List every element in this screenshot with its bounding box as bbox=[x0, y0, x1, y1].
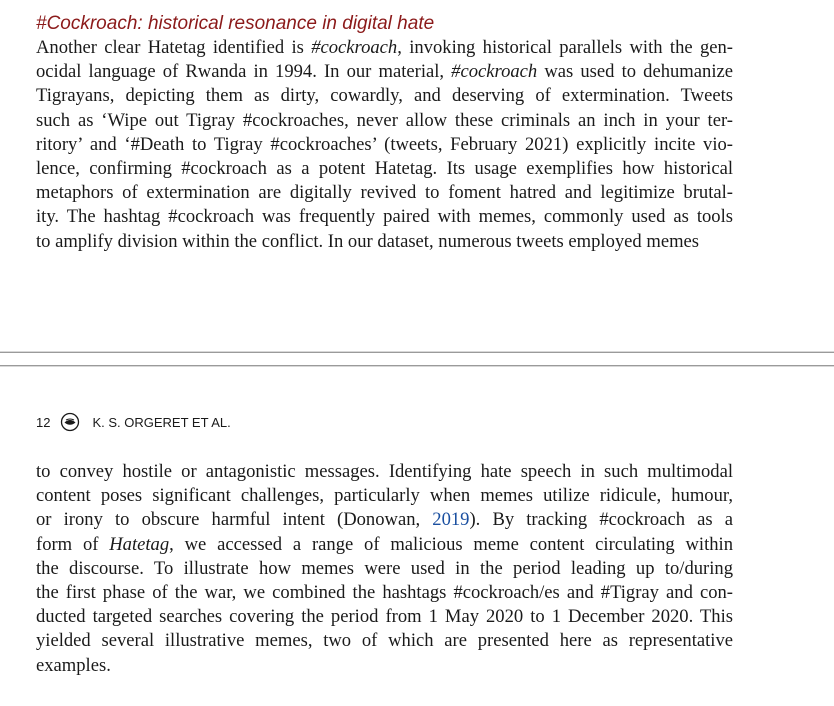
text-run: examples. bbox=[36, 654, 111, 676]
running-head bbox=[36, 412, 231, 432]
text-run: Another clear Hatetag identified is bbox=[36, 37, 312, 58]
italic-term: #cockroach bbox=[451, 61, 538, 83]
paragraph-1 bbox=[36, 36, 733, 254]
text-line bbox=[36, 557, 733, 581]
text-line bbox=[36, 60, 733, 84]
text-line bbox=[36, 460, 733, 484]
paragraph-2 bbox=[36, 460, 733, 678]
italic-term: #cockroach bbox=[311, 37, 398, 58]
publisher-logo-icon bbox=[60, 412, 80, 432]
page-number: 12 bbox=[36, 414, 51, 430]
text-line bbox=[36, 629, 733, 653]
text-line bbox=[36, 508, 733, 532]
text-line bbox=[36, 36, 733, 60]
text-line bbox=[36, 654, 733, 678]
italic-term: Hatetag bbox=[109, 533, 170, 555]
text-run: ). By tracking #cockroach as a bbox=[469, 509, 734, 531]
text-run: ocidal language of Rwanda in 1994. In our material, bbox=[36, 61, 452, 83]
text-line bbox=[36, 533, 733, 557]
text-run: ritory’ and ‘#Death to Tigray #cockroaches’ (tweets, February 2021) explicitly incite vio- bbox=[36, 133, 733, 155]
text-run: the discourse. To illustrate how memes were used in the period leading up to/during bbox=[36, 557, 733, 579]
text-run: lence, confirming #cockroach as a potent Hatetag. Its usage exemplifies how historical bbox=[36, 158, 733, 180]
citation-link[interactable]: 2019 bbox=[432, 509, 470, 531]
text-line bbox=[36, 109, 733, 133]
text-run: , invoking historical parallels with the gen- bbox=[397, 37, 733, 58]
text-line bbox=[36, 157, 733, 181]
text-line bbox=[36, 84, 733, 108]
running-head-authors: K. S. ORGERET ET AL. bbox=[92, 414, 231, 430]
text-run: Tigrayans, depicting them as dirty, cowardly, and deserving of extermination. Tweets bbox=[36, 85, 733, 107]
text-line bbox=[36, 581, 733, 605]
text-run: ity. The hashtag #cockroach was frequently paired with memes, commonly used as tools bbox=[36, 206, 733, 228]
text-line bbox=[36, 205, 733, 229]
text-run: the first phase of the war, we combined the hashtags #cockroach/es and #Tigray and con- bbox=[36, 582, 733, 604]
text-line bbox=[36, 181, 733, 205]
text-line bbox=[36, 605, 733, 629]
text-line bbox=[36, 484, 733, 508]
text-run: or irony to obscure harmful intent (Donowan, bbox=[36, 509, 433, 531]
text-line bbox=[36, 230, 733, 254]
text-run: such as ‘Wipe out Tigray #cockroaches, never allow these criminals an inch in your ter- bbox=[36, 109, 733, 131]
text-run: form of bbox=[36, 533, 110, 555]
text-run: to convey hostile or antagonistic messages. Identifying hate speech in such multimodal bbox=[36, 461, 733, 482]
text-line bbox=[36, 133, 733, 157]
section-heading: #Cockroach: historical resonance in digital hate bbox=[36, 13, 435, 34]
text-run: was used to dehumanize bbox=[537, 61, 733, 83]
text-run: metaphors of extermination are digitally revived to foment hatred and legitimize brutal- bbox=[36, 182, 733, 204]
text-run: yielded several illustrative memes, two of which are presented here as representative bbox=[36, 630, 733, 652]
text-run: , we accessed a range of malicious meme content circulating within bbox=[169, 533, 733, 555]
page-break-separator bbox=[0, 352, 834, 366]
text-run: content poses significant challenges, particularly when memes utilize ridicule, humour, bbox=[36, 485, 733, 507]
text-run: to amplify division within the conflict. In our dataset, numerous tweets employed memes bbox=[36, 230, 700, 252]
text-run: ducted targeted searches covering the period from 1 May 2020 to 1 December 2020. This bbox=[36, 606, 733, 628]
